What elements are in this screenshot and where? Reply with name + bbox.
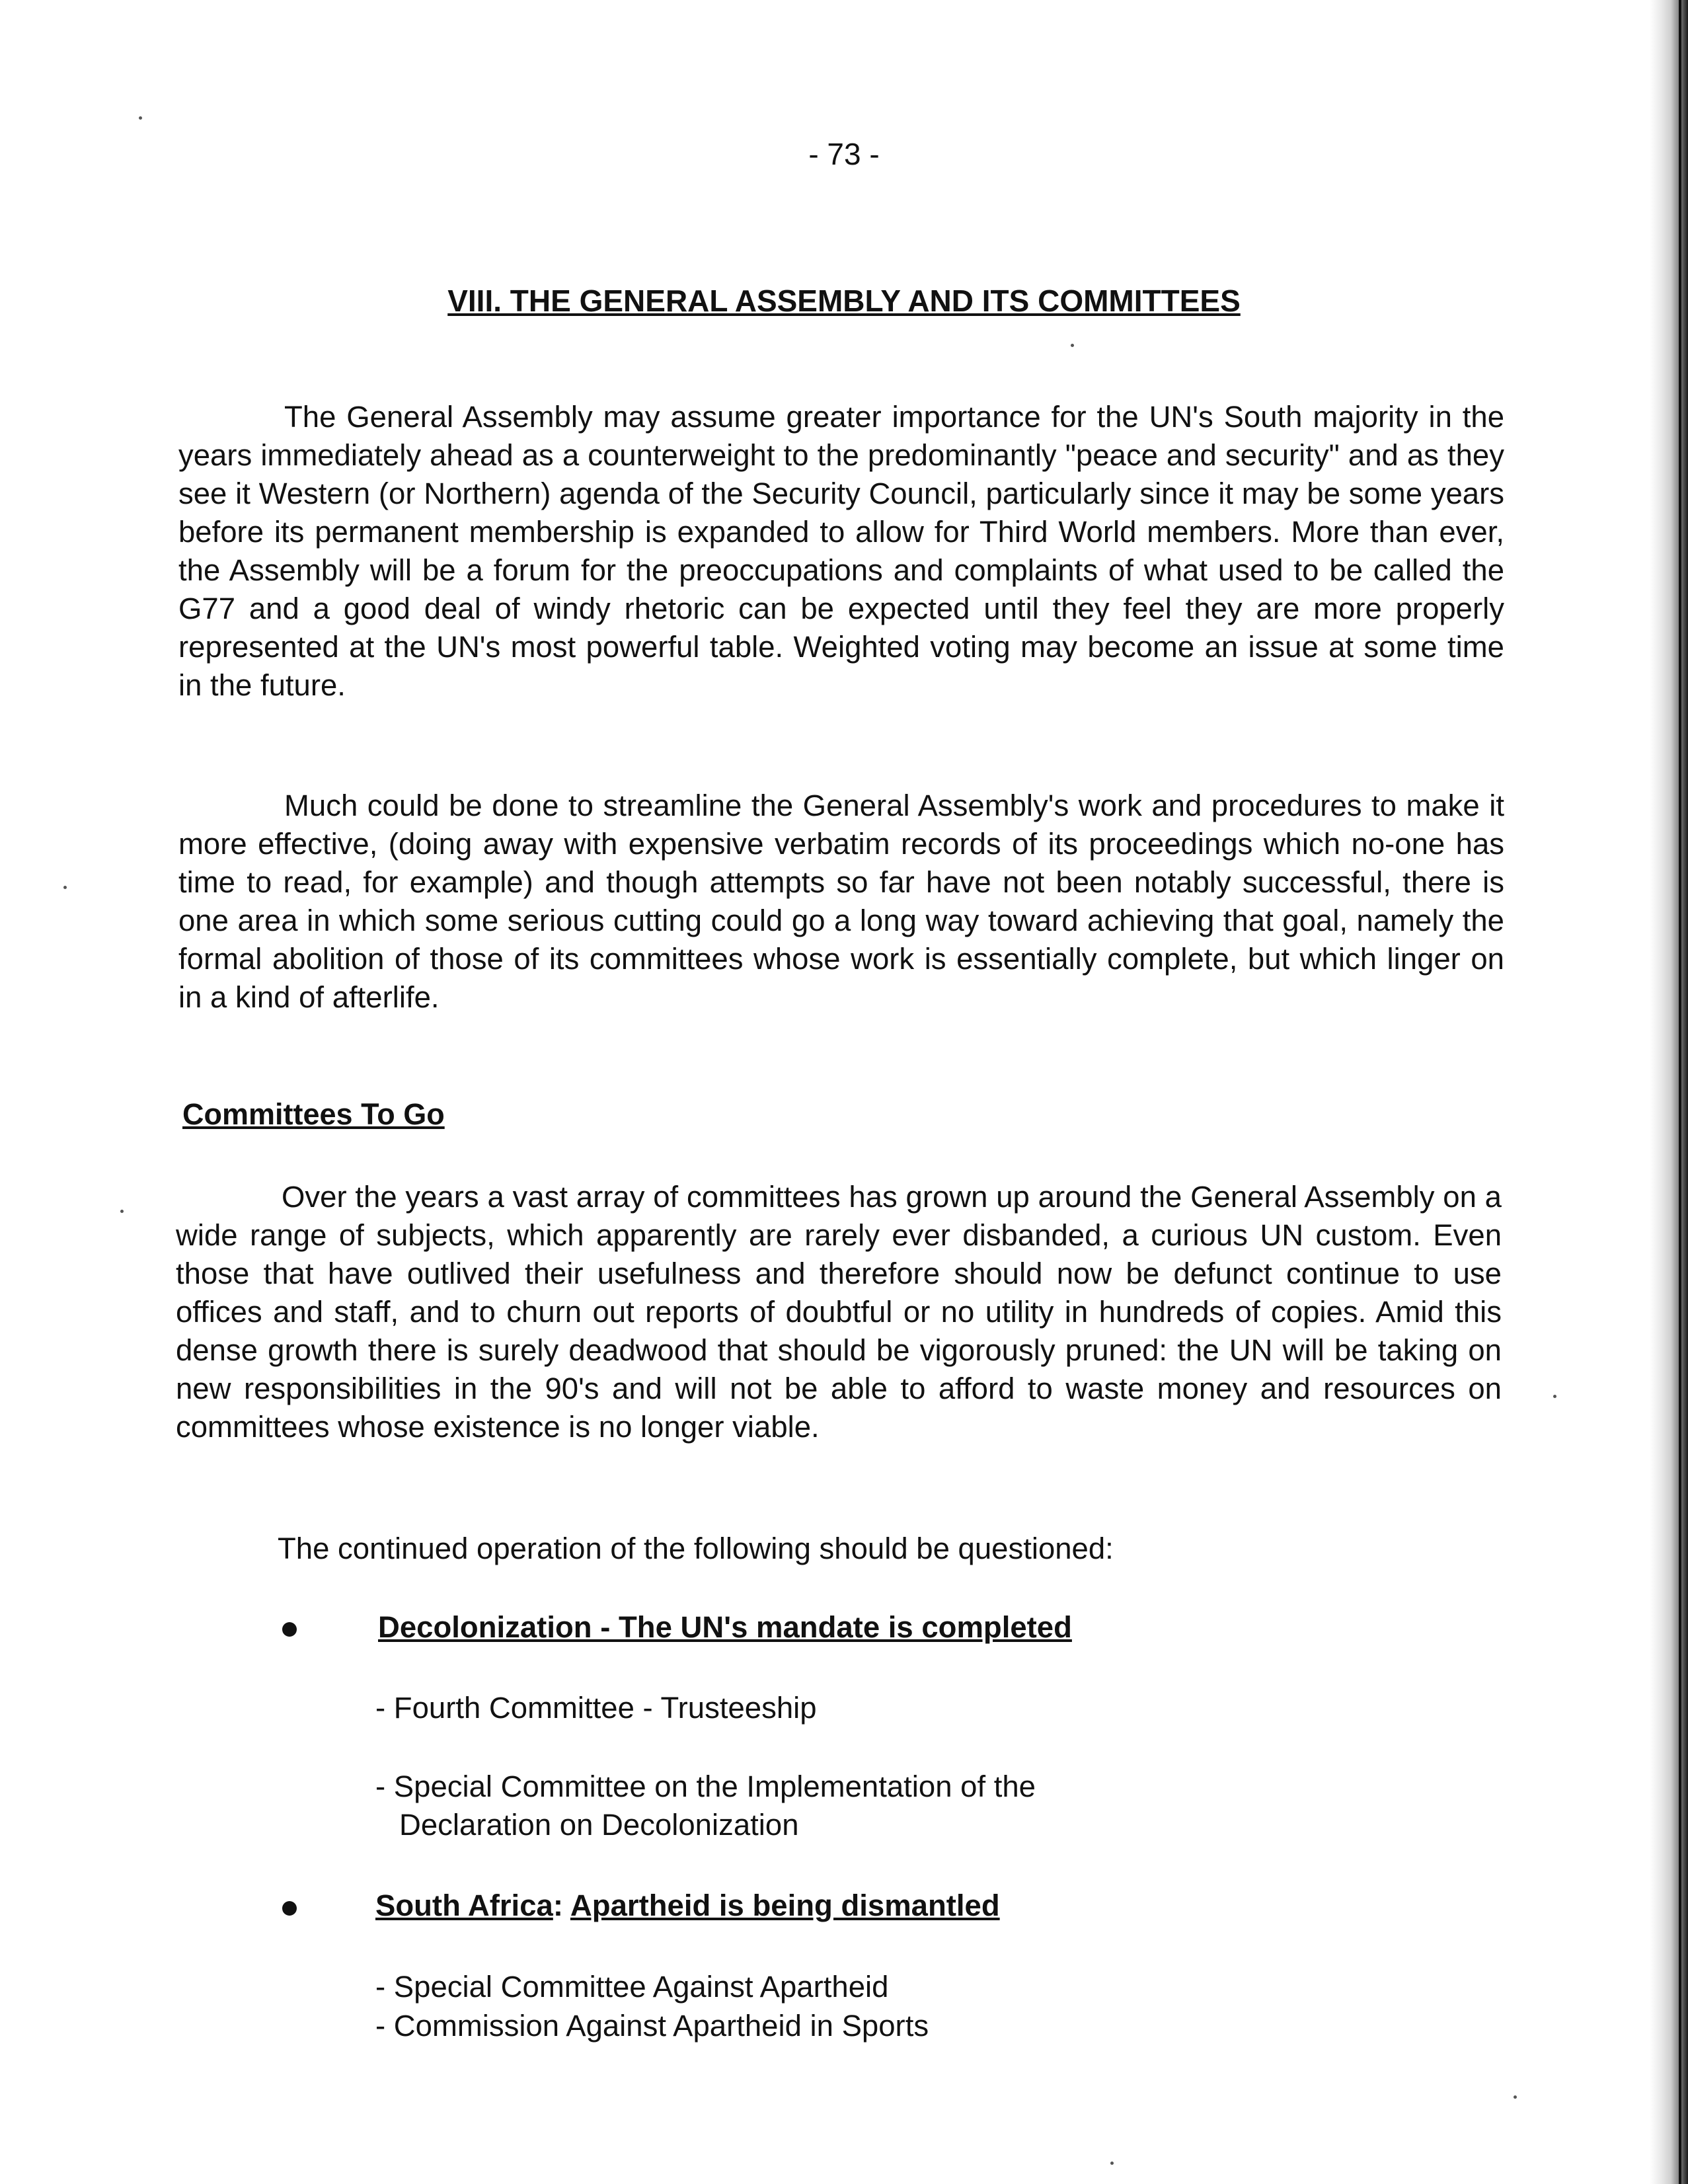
scan-speck: [120, 1210, 124, 1213]
page-number: - 73 -: [808, 137, 880, 171]
section-heading: VIII. THE GENERAL ASSEMBLY AND ITS COMMITTEES: [447, 284, 1241, 318]
scan-speck: [1110, 2162, 1114, 2165]
heading-separator: :: [553, 1889, 570, 1922]
bullet-heading-decolonization: Decolonization - The UN's mandate is completed: [378, 1610, 1072, 1644]
list-item-fourth-committee: - Fourth Committee - Trusteeship: [375, 1691, 817, 1725]
paragraph-streamline: Much could be done to streamline the General Assembly's work and procedures to make it more effective, (doing away with expensive verbatim records of its proceedings which no-one has time to read, for example) and though attempts so far have not been notably successful, there is one area in which some serious cutting could go a long way toward achieving that goal, namely the formal abolition of those of its committees whose work is essentially complete, but which linger on in a kind of afterlife.: [178, 789, 1504, 1014]
scan-speck: [1553, 1395, 1556, 1398]
list-item-commission-sports: - Commission Against Apartheid in Sports: [375, 2009, 929, 2043]
page-edge-shadow: [1650, 0, 1688, 2184]
paragraph-committees-array: Over the years a vast array of committees has grown up around the General Assembly on a wide range of subjects, which apparently are rarely ever disbanded, a curious UN custom. Even those that have outlived their usefulness and therefore should now be defunct continue to use offices and staff, and to churn out reports of doubtful or no utility in hundreds of copies. Amid this dense growth there is surely deadwood that should be vigorously pruned: the UN will be taking on new responsibilities in the 90's and will not be able to afford to waste money and resources on committees whose existence is no longer viable.: [176, 1180, 1502, 1444]
list-item-line: Declaration on Decolonization: [399, 1808, 799, 1842]
bullet-dot-icon: [282, 1622, 297, 1637]
heading-part-south-africa: South Africa: [375, 1889, 553, 1922]
scan-speck: [63, 886, 67, 889]
list-item-special-committee-decolonization: [375, 1768, 1036, 1844]
heading-part-apartheid: Apartheid is being dismantled: [570, 1889, 1000, 1922]
list-item-special-committee-apartheid: - Special Committee Against Apartheid: [375, 1970, 889, 2004]
list-intro: The continued operation of the following should be questioned:: [278, 1532, 1114, 1565]
bullet-dot-icon: [282, 1901, 297, 1916]
list-item-line: - Special Committee on the Implementation of the: [375, 1770, 1036, 1803]
scan-speck: [1071, 344, 1074, 347]
scan-speck: [139, 116, 142, 120]
page-edge-line: [1679, 0, 1681, 2184]
subheading-committees-to-go: Committees To Go: [182, 1097, 445, 1131]
paragraph-general-assembly: The General Assembly may assume greater importance for the UN's South majority in the years immediately ahead as a counterweight to the predominantly "peace and security" and as they see it Western (or Northern) agenda of the Security Council, particularly since it may be some years before its permanent membership is expanded to allow for Third World members. More than ever, the Assembly will be a forum for the preoccupations and complaints of what used to be called the G77 and a good deal of windy rhetoric can be expected until they feel they are more properly represented at the UN's most powerful table. Weighted voting may become an issue at some time in the future.: [178, 400, 1504, 702]
scan-speck: [1514, 2095, 1517, 2099]
bullet-heading-south-africa: [375, 1889, 1000, 1923]
